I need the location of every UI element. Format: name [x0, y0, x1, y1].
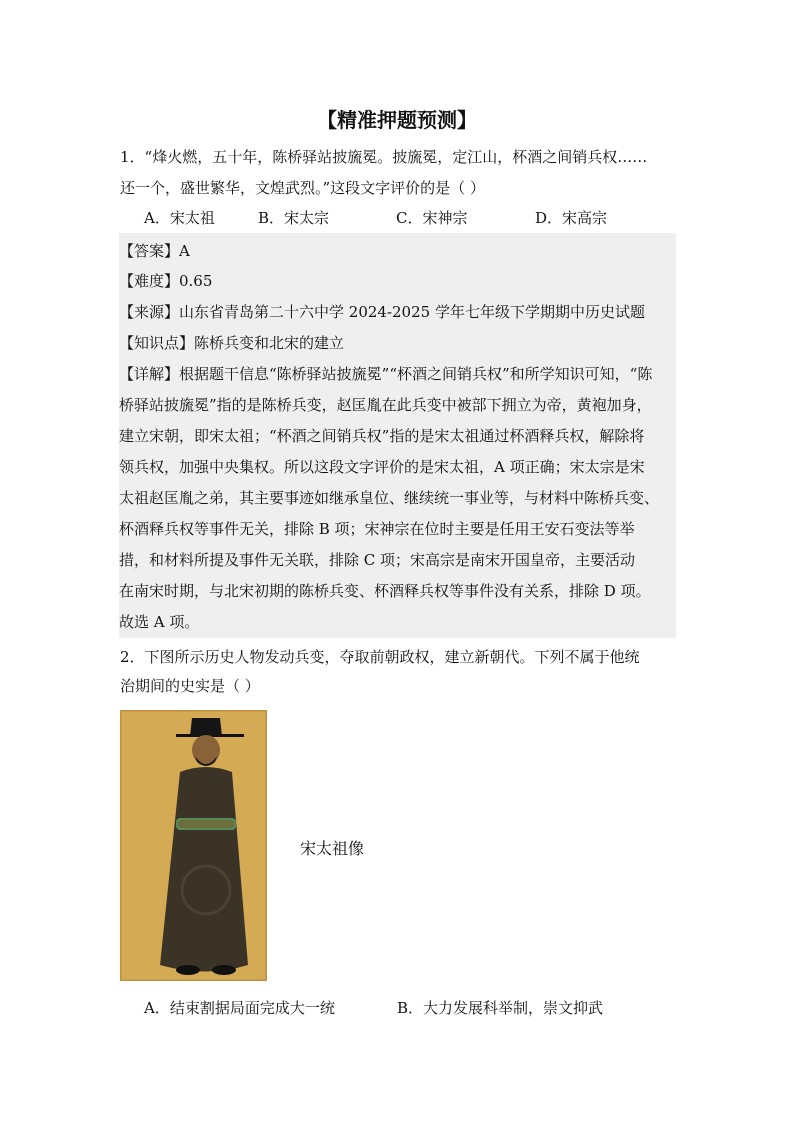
portrait-caption: 宋太祖像 — [300, 839, 365, 858]
q2-option-a: A．结束割据局面完成大一统 — [144, 999, 335, 1017]
q1-stem-line2: 还一个，盛世繁华，文煌武烈。”这段文字评价的是（ ） — [120, 179, 485, 197]
q1-source: 【来源】山东省青岛第二十六中学 2024-2025 学年七年级下学期期中历史试题 — [119, 303, 645, 321]
q1-difficulty: 【难度】0.65 — [119, 272, 213, 290]
emperor-portrait-icon — [120, 710, 267, 981]
q1-stem-line1: 1．“烽火燃，五十年，陈桥驿站披旒冕。披旒冕，定江山，杯酒之间销兵权…… — [120, 148, 648, 166]
q1-answer-panel — [119, 233, 676, 638]
page-title: 【精准押题预测】 — [317, 108, 477, 132]
q1-explanation-line: 【详解】根据题干信息“陈桥驿站披旒冕”“杯酒之间销兵权”和所学知识可知，“陈 — [119, 365, 653, 383]
q1-explanation-line: 建立宋朝，即宋太祖；“杯酒之间销兵权”指的是宋太祖通过杯酒释兵权，解除将 — [119, 427, 645, 445]
q1-option-a: A．宋太祖 — [144, 209, 215, 227]
q1-explanation-line: 在南宋时期，与北宋初期的陈桥兵变、杯酒释兵权等事件没有关系，排除 D 项。 — [119, 582, 651, 600]
q1-option-d: D．宋高宗 — [535, 209, 608, 227]
portrait-image — [120, 710, 267, 981]
q1-option-c: C．宋神宗 — [396, 209, 468, 227]
q1-answer: 【答案】A — [119, 242, 190, 260]
q1-explanation-line: 措，和材料所提及事件无关联，排除 C 项；宋高宗是南宋开国皇帝，主要活动 — [119, 551, 636, 569]
q1-explanation-line: 桥驿站披旒冕”指的是陈桥兵变，赵匡胤在此兵变中被部下拥立为帝，黄袍加身， — [119, 396, 652, 414]
q1-option-b: B．宋太宗 — [258, 209, 330, 227]
q1-explanation-line: 杯酒释兵权等事件无关，排除 B 项；宋神宗在位时主要是任用王安石变法等举 — [119, 520, 635, 538]
q2-stem-line1: 2．下图所示历史人物发动兵变，夺取前朝政权，建立新朝代。下列不属于他统 — [120, 648, 640, 666]
q2-stem-line2: 治期间的史实是（ ） — [120, 677, 260, 695]
q2-option-b: B．大力发展科举制，崇文抑武 — [397, 999, 604, 1017]
q1-explanation-line: 领兵权，加强中央集权。所以这段文字评价的是宋太祖，A 项正确；宋太宗是宋 — [119, 458, 645, 476]
q1-explanation-line: 太祖赵匡胤之弟，其主要事迹如继承皇位、继续统一事业等，与材料中陈桥兵变、 — [119, 489, 660, 507]
q1-explanation-line: 故选 A 项。 — [119, 613, 200, 631]
q1-knowledge-point: 【知识点】陈桥兵变和北宋的建立 — [119, 334, 345, 352]
